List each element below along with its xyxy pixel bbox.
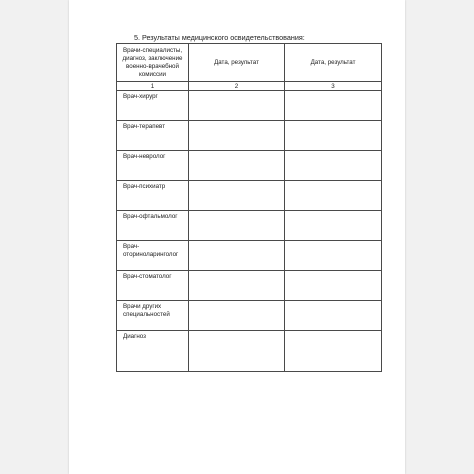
row-label-diagnosis: Диагноз — [117, 331, 189, 372]
cell-date-result-1[interactable] — [189, 301, 285, 331]
cell-date-result-1[interactable] — [189, 121, 285, 151]
table-row — [117, 121, 382, 151]
cell-date-result-1[interactable] — [189, 241, 285, 271]
section-title: 5. Результаты медицинского освидетельствования: — [134, 33, 305, 42]
table-row — [117, 241, 382, 271]
table-row — [117, 211, 382, 241]
cell-date-result-1[interactable] — [189, 271, 285, 301]
header-specialists: Врачи-специалисты, диагноз, заключение военно-врачебной комиссии — [117, 44, 189, 82]
cell-date-result-1[interactable] — [189, 331, 285, 372]
header-date-result-1: Дата, результат — [189, 44, 285, 82]
header-date-result-2: Дата, результат — [285, 44, 382, 82]
table-row — [117, 331, 382, 372]
column-numbers-row — [117, 82, 382, 91]
table-row — [117, 91, 382, 121]
table-row — [117, 301, 382, 331]
table-header-row — [117, 44, 382, 82]
table-row — [117, 271, 382, 301]
cell-date-result-1[interactable] — [189, 211, 285, 241]
row-label-neurologist: Врач-невролог — [117, 151, 189, 181]
table-row — [117, 151, 382, 181]
row-label-otorhinolaryngologist: Врач-оториноларинголог — [117, 241, 189, 271]
cell-date-result-2[interactable] — [285, 331, 382, 372]
cell-date-result-2[interactable] — [285, 271, 382, 301]
cell-date-result-2[interactable] — [285, 241, 382, 271]
cell-date-result-2[interactable] — [285, 151, 382, 181]
medical-results-table — [116, 43, 382, 372]
cell-date-result-2[interactable] — [285, 211, 382, 241]
cell-date-result-2[interactable] — [285, 121, 382, 151]
row-label-psychiatrist: Врач-психиатр — [117, 181, 189, 211]
cell-date-result-1[interactable] — [189, 91, 285, 121]
cell-date-result-1[interactable] — [189, 151, 285, 181]
column-number: 2 — [189, 82, 285, 91]
cell-date-result-1[interactable] — [189, 181, 285, 211]
row-label-surgeon: Врач-хирург — [117, 91, 189, 121]
column-number: 1 — [117, 82, 189, 91]
row-label-other-specialists: Врачи других специальностей — [117, 301, 189, 331]
cell-date-result-2[interactable] — [285, 91, 382, 121]
row-label-ophthalmologist: Врач-офтальмолог — [117, 211, 189, 241]
column-number: 3 — [285, 82, 382, 91]
cell-date-result-2[interactable] — [285, 181, 382, 211]
cell-date-result-2[interactable] — [285, 301, 382, 331]
row-label-therapist: Врач-терапевт — [117, 121, 189, 151]
row-label-dentist: Врач-стоматолог — [117, 271, 189, 301]
table-row — [117, 181, 382, 211]
